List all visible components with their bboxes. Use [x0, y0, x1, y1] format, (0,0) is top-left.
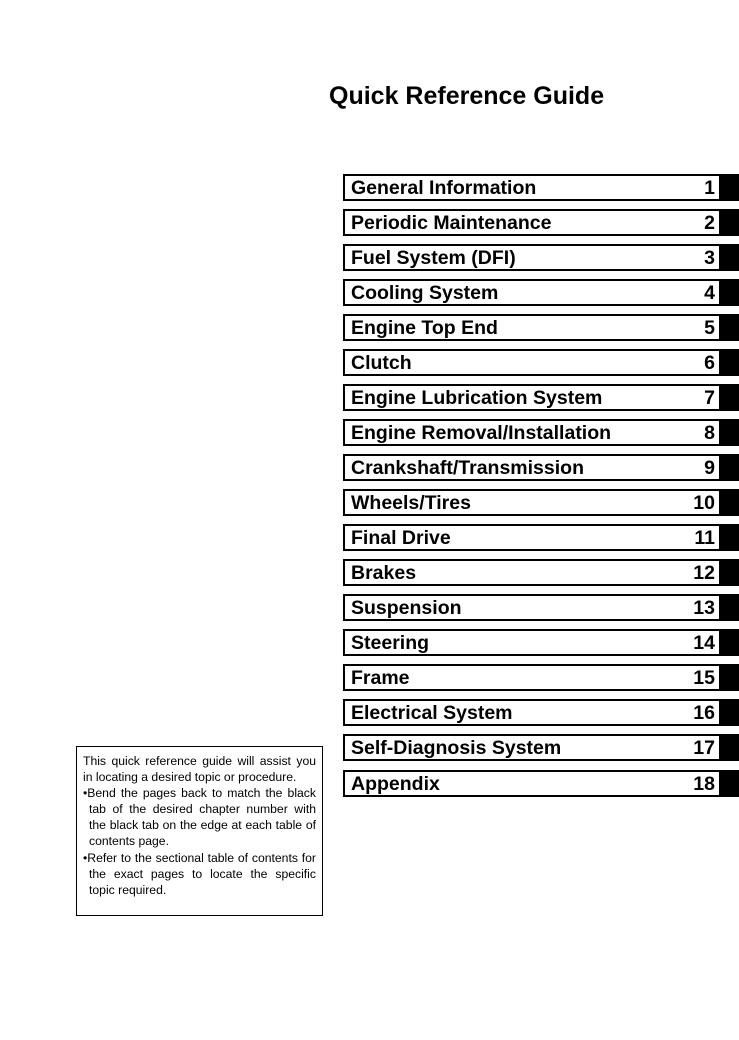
note-bullet: •Refer to the sectional table of contents for the exact pages to locate the specific topic required.: [83, 850, 316, 897]
black-tab: [719, 244, 739, 271]
chapter-number: 3: [704, 247, 715, 269]
chapter-number: 14: [693, 632, 715, 654]
black-tab: [719, 734, 739, 761]
chapter-row-fuel-system[interactable]: [343, 244, 739, 271]
chapter-row-periodic-maintenance[interactable]: [343, 209, 739, 236]
usage-note-box: [76, 746, 323, 916]
chapter-row-general-information[interactable]: [343, 174, 739, 201]
black-tab: [719, 419, 739, 446]
chapter-number: 18: [693, 773, 715, 795]
chapter-label: Clutch: [351, 352, 412, 374]
chapter-label: General Information: [351, 177, 537, 199]
chapter-row-final-drive[interactable]: [343, 524, 739, 551]
chapter-number: 6: [704, 352, 715, 374]
chapter-label: Steering: [351, 632, 430, 654]
chapter-row-self-diagnosis[interactable]: [343, 734, 739, 761]
chapter-row-engine-removal[interactable]: [343, 419, 739, 446]
chapter-row-engine-top-end[interactable]: [343, 314, 739, 341]
chapter-row-suspension[interactable]: [343, 594, 739, 621]
chapter-row-crankshaft-transmission[interactable]: [343, 454, 739, 481]
chapter-row-appendix[interactable]: [343, 770, 739, 797]
chapter-row-electrical-system[interactable]: [343, 699, 739, 726]
chapter-number: 7: [704, 387, 715, 409]
chapter-label: Cooling System: [351, 282, 499, 304]
chapter-row-clutch[interactable]: [343, 349, 739, 376]
note-bullet: •Bend the pages back to match the black tab of the desired chapter number with the black tab on the edge at each table of contents page.: [83, 786, 316, 849]
chapter-label: Appendix: [351, 773, 440, 795]
chapter-row-wheels-tires[interactable]: [343, 489, 739, 516]
chapter-label: Engine Removal/Installation: [351, 422, 612, 444]
chapter-label: Brakes: [351, 562, 417, 584]
black-tab: [719, 770, 739, 797]
chapter-number: 17: [693, 737, 715, 759]
chapter-label: Crankshaft/Transmission: [351, 457, 584, 479]
chapter-label: Suspension: [351, 597, 462, 619]
chapter-number: 10: [693, 492, 715, 514]
chapter-label: Electrical System: [351, 702, 513, 724]
black-tab: [719, 489, 739, 516]
chapter-label: Self-Diagnosis System: [351, 737, 562, 759]
chapter-label: Wheels/Tires: [351, 492, 471, 514]
black-tab: [719, 524, 739, 551]
chapter-number: 5: [704, 317, 715, 339]
black-tab: [719, 559, 739, 586]
black-tab: [719, 699, 739, 726]
black-tab: [719, 349, 739, 376]
chapter-number: 4: [704, 282, 715, 304]
chapter-number: 13: [693, 597, 715, 619]
black-tab: [719, 454, 739, 481]
chapter-number: 2: [704, 212, 715, 234]
chapter-number: 15: [693, 667, 715, 689]
chapter-row-brakes[interactable]: [343, 559, 739, 586]
chapter-number: 16: [693, 702, 715, 724]
chapter-label: Final Drive: [351, 527, 451, 549]
black-tab: [719, 279, 739, 306]
chapter-label: Engine Top End: [351, 317, 498, 339]
chapter-row-cooling-system[interactable]: [343, 279, 739, 306]
black-tab: [719, 629, 739, 656]
chapter-number: 12: [693, 562, 715, 584]
chapter-label: Fuel System (DFI): [351, 247, 516, 269]
black-tab: [719, 314, 739, 341]
chapter-number: 8: [704, 422, 715, 444]
chapter-number: 1: [704, 177, 715, 199]
chapter-label: Engine Lubrication System: [351, 387, 603, 409]
chapter-row-frame[interactable]: [343, 664, 739, 691]
black-tab: [719, 594, 739, 621]
chapter-number: 9: [704, 457, 715, 479]
note-intro: This quick reference guide will assist you in locating a desired topic or procedure.: [83, 754, 316, 785]
black-tab: [719, 174, 739, 201]
black-tab: [719, 664, 739, 691]
chapter-label: Periodic Maintenance: [351, 212, 552, 234]
chapter-row-engine-lubrication[interactable]: [343, 384, 739, 411]
page-title: Quick Reference Guide: [329, 82, 605, 110]
chapter-row-steering[interactable]: [343, 629, 739, 656]
chapter-label: Frame: [351, 667, 410, 689]
black-tab: [719, 384, 739, 411]
chapter-number: 11: [694, 527, 715, 549]
black-tab: [719, 209, 739, 236]
